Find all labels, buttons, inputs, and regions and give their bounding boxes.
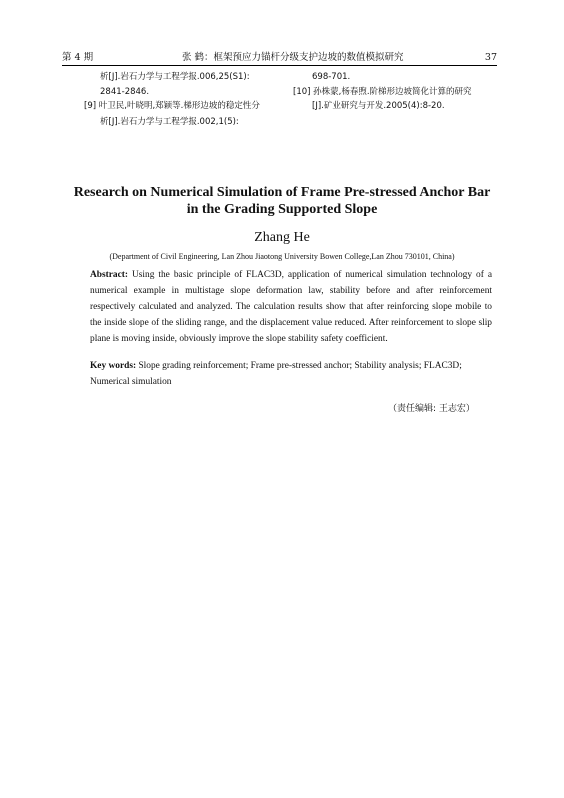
keywords-label: Key words:: [90, 361, 137, 371]
reference-line: 2841-2846.: [100, 87, 150, 97]
paper-title: [62, 184, 502, 218]
editor-note: （责任编辑: 王志宏）: [388, 404, 475, 414]
title-line-1: Research on Numerical Simulation of Frame Pre-stressed Anchor Bar: [73, 185, 491, 200]
running-header: [62, 51, 497, 65]
keywords-text: Slope grading reinforcement; Frame pre-stressed anchor; Stability analysis; FLAC3D; Numerical simulation: [90, 361, 462, 387]
abstract: [90, 268, 492, 348]
abstract-text: Using the basic principle of FLAC3D, application of numerical simulation technology of a numerical example in multistage slope deformation law, stability before and after reinforcement respectively calculated and analyzed. The calculation results show that after reinforcing slope mobile to the inside slope of the sliding range, and the displacement value reduced. After reinforcement to slope slip plane is moving inside, obviously improve the slope stability safety coefficient.: [90, 270, 492, 344]
abstract-label: Abstract:: [90, 270, 129, 280]
reference-line: [J].矿业研究与开发.2005(4):8-20.: [312, 101, 445, 111]
reference-line: 析[J].岩石力学与工程学报.006,25(S1):: [100, 72, 250, 82]
title-line-2: in the Grading Supported Slope: [186, 202, 378, 217]
running-title: 张 鹤：框架预应力锚杆分级支护边坡的数值模拟研究: [182, 52, 404, 63]
reference-line: 析[J].岩石力学与工程学报.002,1(5):: [100, 117, 239, 127]
author-name: Zhang He: [254, 230, 310, 245]
affiliation: (Department of Civil Engineering, Lan Zhou Jiaotong University Bowen College,Lan Zhou 730101, China): [109, 252, 455, 261]
reference-line: [9] 叶卫民,叶晓明,郑颖等.梯形边坡的稳定性分: [84, 101, 260, 111]
issue-number: 第 4 期: [62, 52, 94, 63]
reference-line: [10] 孙株蒙,杨春煦.阶梯形边坡简化计算的研究: [293, 87, 472, 97]
page-number: 37: [484, 52, 497, 63]
header-rule: [62, 65, 497, 66]
reference-line: 698-701.: [312, 72, 351, 82]
keywords: [90, 359, 492, 391]
